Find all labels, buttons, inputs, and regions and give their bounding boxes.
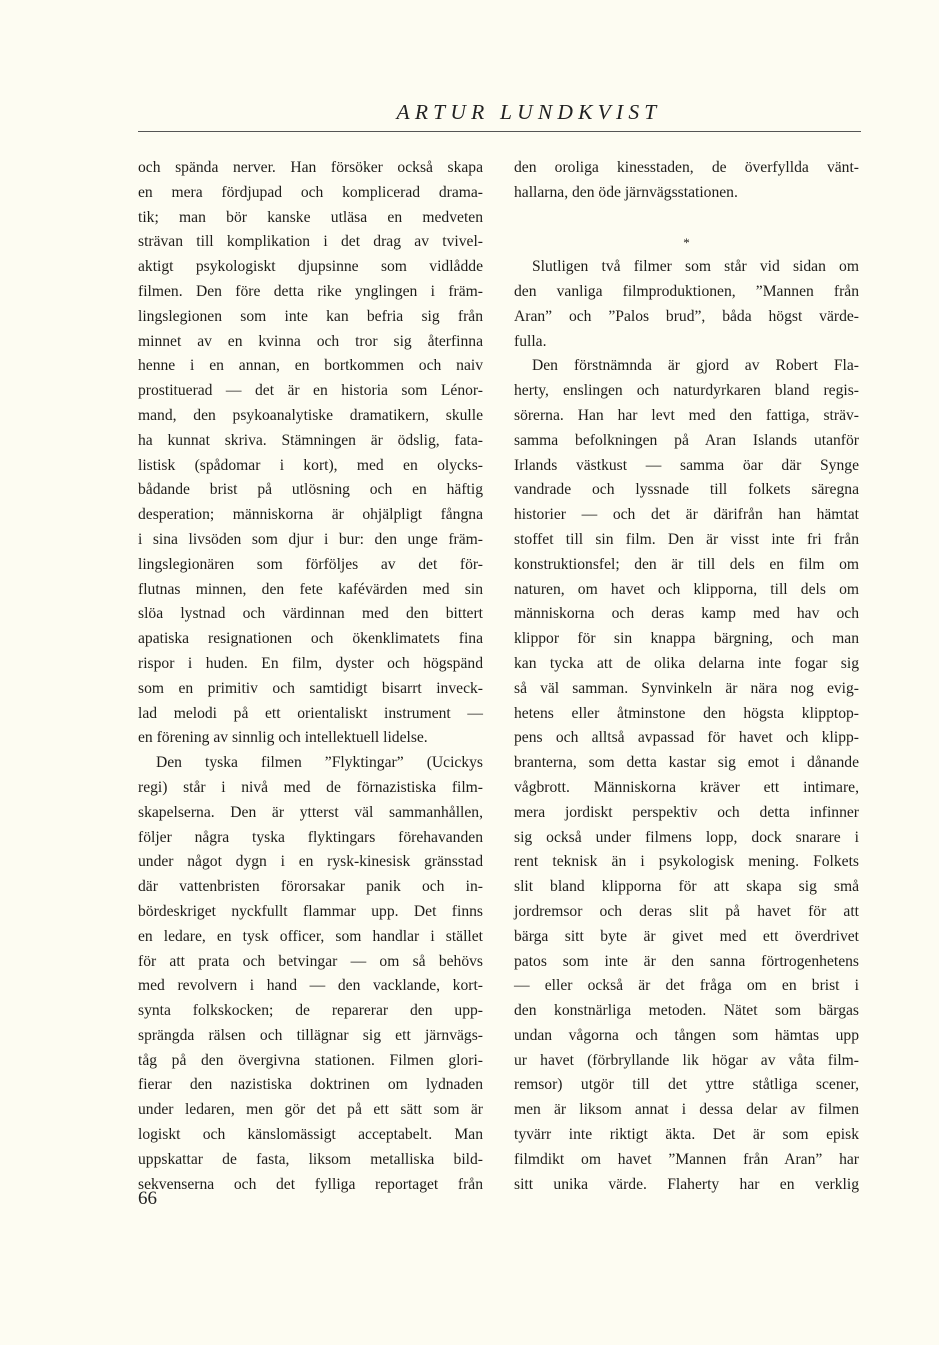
- text-line: herty, enslingen och naturdyrkaren bland regis-: [514, 382, 859, 400]
- text-line: Slutligen två filmer som står vid sidan om: [532, 258, 859, 276]
- text-line: slöa lystnad och värdinnan med den bittert: [138, 605, 483, 623]
- text-line: människorna och deras kamp med hav och: [514, 605, 859, 623]
- text-line: vågbrott. Människorna kräver ett intimare,: [514, 778, 859, 796]
- text-line: desperation; människorna är ohjälpligt fångna: [138, 506, 483, 524]
- text-line: den oroliga kinesstaden, de överfyllda vänt-: [514, 159, 859, 176]
- text-line: listisk (spådomar i kort), med en olycks-: [138, 456, 483, 474]
- text-line: filmen. Den före detta rike ynglingen i främ-: [138, 282, 483, 300]
- text-line: hallarna, den öde järnvägsstationen.: [514, 183, 738, 201]
- text-line: som en primitiv och samtidigt bisarrt inveck-: [138, 679, 483, 697]
- page-number: 66: [138, 1188, 157, 1209]
- text-line: där vattenbristen förorsakar panik och in-: [138, 878, 483, 896]
- text-line: flutnas minnen, den fete kafévärden med sin: [138, 580, 483, 598]
- text-line: en förening av sinnlig och intellektuell lidelse.: [138, 729, 428, 747]
- text-line: mand, den psykoanalytiske dramatikern, skulle: [138, 406, 483, 424]
- text-line: men är liksom annat i dessa delar av filmen: [514, 1101, 859, 1119]
- text-line: i sina livsöden som djur i bur: den unge främ-: [138, 530, 483, 548]
- text-line: logiskt och känslomässigt acceptabelt. Man: [138, 1126, 483, 1144]
- text-line: för att prata och betvingar — om så behövs: [138, 952, 483, 970]
- text-line: remsor) utgör till det yttre ståtliga scener,: [514, 1076, 859, 1094]
- text-line: klippor för sin knappa bärgning, och man: [514, 630, 859, 648]
- text-line: sekvenserna och det fylliga reportaget från: [138, 1175, 483, 1193]
- text-line: sörerna. Han har levt med den fattiga, sträv-: [514, 406, 859, 424]
- text-line: tyvärr inte riktigt äkta. Det är som episk: [514, 1126, 859, 1144]
- text-line: prostituerad — det är en historia som Lénor-: [138, 382, 483, 400]
- text-line: kan tycka att de olika delarna inte fogar sig: [514, 654, 859, 672]
- text-line: minnet av en kvinna och tror sig återfinna: [138, 332, 483, 350]
- text-line: henne i en annan, en bortkommen och naiv: [138, 357, 483, 375]
- text-line: tåg på den övergivna stationen. Filmen glori-: [138, 1051, 483, 1069]
- text-line: under ledaren, men gör det på ett sätt som är: [138, 1101, 483, 1119]
- text-line: mera jordiskt perspektiv och detta infinner: [514, 803, 859, 821]
- text-line: rispor i huden. En film, dyster och högspänd: [138, 654, 483, 672]
- text-line: apatiska resignationen och ökenklimatets fina: [138, 630, 483, 648]
- text-line: en mera fördjupad och komplicerad drama-: [138, 183, 483, 201]
- paragraph-continuation: [514, 156, 859, 206]
- left-column: [138, 156, 483, 1197]
- text-line: den vanliga filmproduktionen, ”Mannen från: [514, 282, 859, 300]
- text-line: lingslegionären som förföljes av det för-: [138, 555, 483, 573]
- text-line: samma befolkningen på Aran Islands utanför: [514, 431, 859, 449]
- text-line: strävan till komplikation i det drag av tvivel-: [138, 233, 483, 251]
- text-line: pens och alltså avpassad för havet och klipp-: [514, 729, 859, 747]
- running-header: [139, 100, 859, 125]
- header-rule: [138, 131, 861, 132]
- text-line: — eller också är det fråga om en brist i: [514, 977, 859, 995]
- text-line: den konstnärliga metoden. Nätet som bärgas: [514, 1002, 859, 1020]
- text-line: patos som inte är den sanna förtrogenhetens: [514, 952, 859, 970]
- text-line: så väl samman. Synvinkeln är nära nog evig-: [514, 679, 859, 697]
- text-line: Den tyska filmen ”Flyktingar” (Ucickys: [156, 754, 483, 772]
- running-title: ARTUR LUNDKVIST: [396, 100, 662, 124]
- text-line: undan vågorna och tången som hämtas upp: [514, 1026, 859, 1044]
- text-line: jordremsor och deras slit på havet för att: [514, 902, 859, 920]
- paragraph-flaherty: [514, 354, 859, 1197]
- text-line: och spända nerver. Han försöker också skapa: [138, 159, 483, 176]
- text-line: ur havet (förbryllande lik högar av våta film-: [514, 1051, 859, 1069]
- text-line: följer några tyska flyktingars förehavanden: [138, 828, 483, 846]
- text-line: naturen, om havet och klipporna, till dels om: [514, 580, 859, 598]
- text-line: branterna, som detta kastar sig emot i dånande: [514, 754, 859, 772]
- text-line: hetens eller åtminstone den högsta klipptop-: [514, 704, 859, 722]
- text-line: sitt unika värde. Flaherty har en verklig: [514, 1175, 859, 1193]
- text-line: Aran” och ”Palos brud”, båda högst värde-: [514, 307, 859, 325]
- text-line: uppskattar de fasta, liksom metalliska bild-: [138, 1150, 483, 1168]
- text-line: sig också under filmens lopp, dock snarare i: [514, 828, 859, 846]
- text-line: historier — och det är därifrån han hämtat: [514, 506, 859, 524]
- text-line: med revolvern i hand — den vacklande, kort-: [138, 977, 483, 995]
- text-line: tik; man bör kanske utläsa en medveten: [138, 208, 483, 226]
- text-line: Den förstnämnda är gjord av Robert Fla-: [532, 357, 859, 375]
- text-line: bärga sitt byte är givet med ett överdrivet: [514, 927, 859, 945]
- text-line: slit bland klipporna för att skapa sig små: [514, 878, 859, 896]
- text-line: rent teknisk än i psykologisk mening. Folkets: [514, 853, 859, 871]
- text-line: Irlands västkust — samma öar där Synge: [514, 456, 859, 474]
- text-line: synta folkskocken; de reparerar den upp-: [138, 1002, 483, 1020]
- text-line: fulla.: [514, 332, 547, 350]
- text-line: sprängda rälsen och tillägnar sig ett järnvägs-: [138, 1026, 483, 1044]
- text-line: bådande brist på utlösning och en häftig: [138, 481, 483, 499]
- text-line: regi) står i nivå med de förnazistiska film-: [138, 778, 483, 796]
- text-line: stoffet till sin film. Den är visst inte fri från: [514, 530, 859, 548]
- text-line: skapelserna. Den är ytterst väl sammanhållen,: [138, 803, 483, 821]
- text-line: vandrade och lyssnade till folkets säregna: [514, 481, 859, 499]
- text-line: fierar den nazistiska doktrinen om lydnaden: [138, 1076, 483, 1094]
- text-line: en ledare, en tysk officer, som handlar i stället: [138, 927, 483, 945]
- text-line: lingslegionen som inte kan befria sig från: [138, 307, 483, 325]
- text-line: filmdikt om havet ”Mannen från Aran” har: [514, 1150, 859, 1168]
- text-line: konstruktionsfel; den är till dels en film om: [514, 555, 859, 573]
- text-line: under något dygn i en rysk-kinesisk gränsstad: [138, 853, 483, 871]
- text-line: bördeskriget nyckfullt flammar upp. Det finns: [138, 902, 483, 920]
- paragraph-slutligen: [514, 255, 859, 354]
- section-separator: *: [683, 234, 690, 250]
- text-line: lad melodi på ett orientaliskt instrument —: [138, 704, 483, 722]
- text-line: aktigt psykologiskt djupsinne som vidlådde: [138, 258, 483, 276]
- text-line: ha kunnat skriva. Stämningen är ödslig, fata-: [138, 431, 483, 449]
- right-column: [514, 156, 859, 1197]
